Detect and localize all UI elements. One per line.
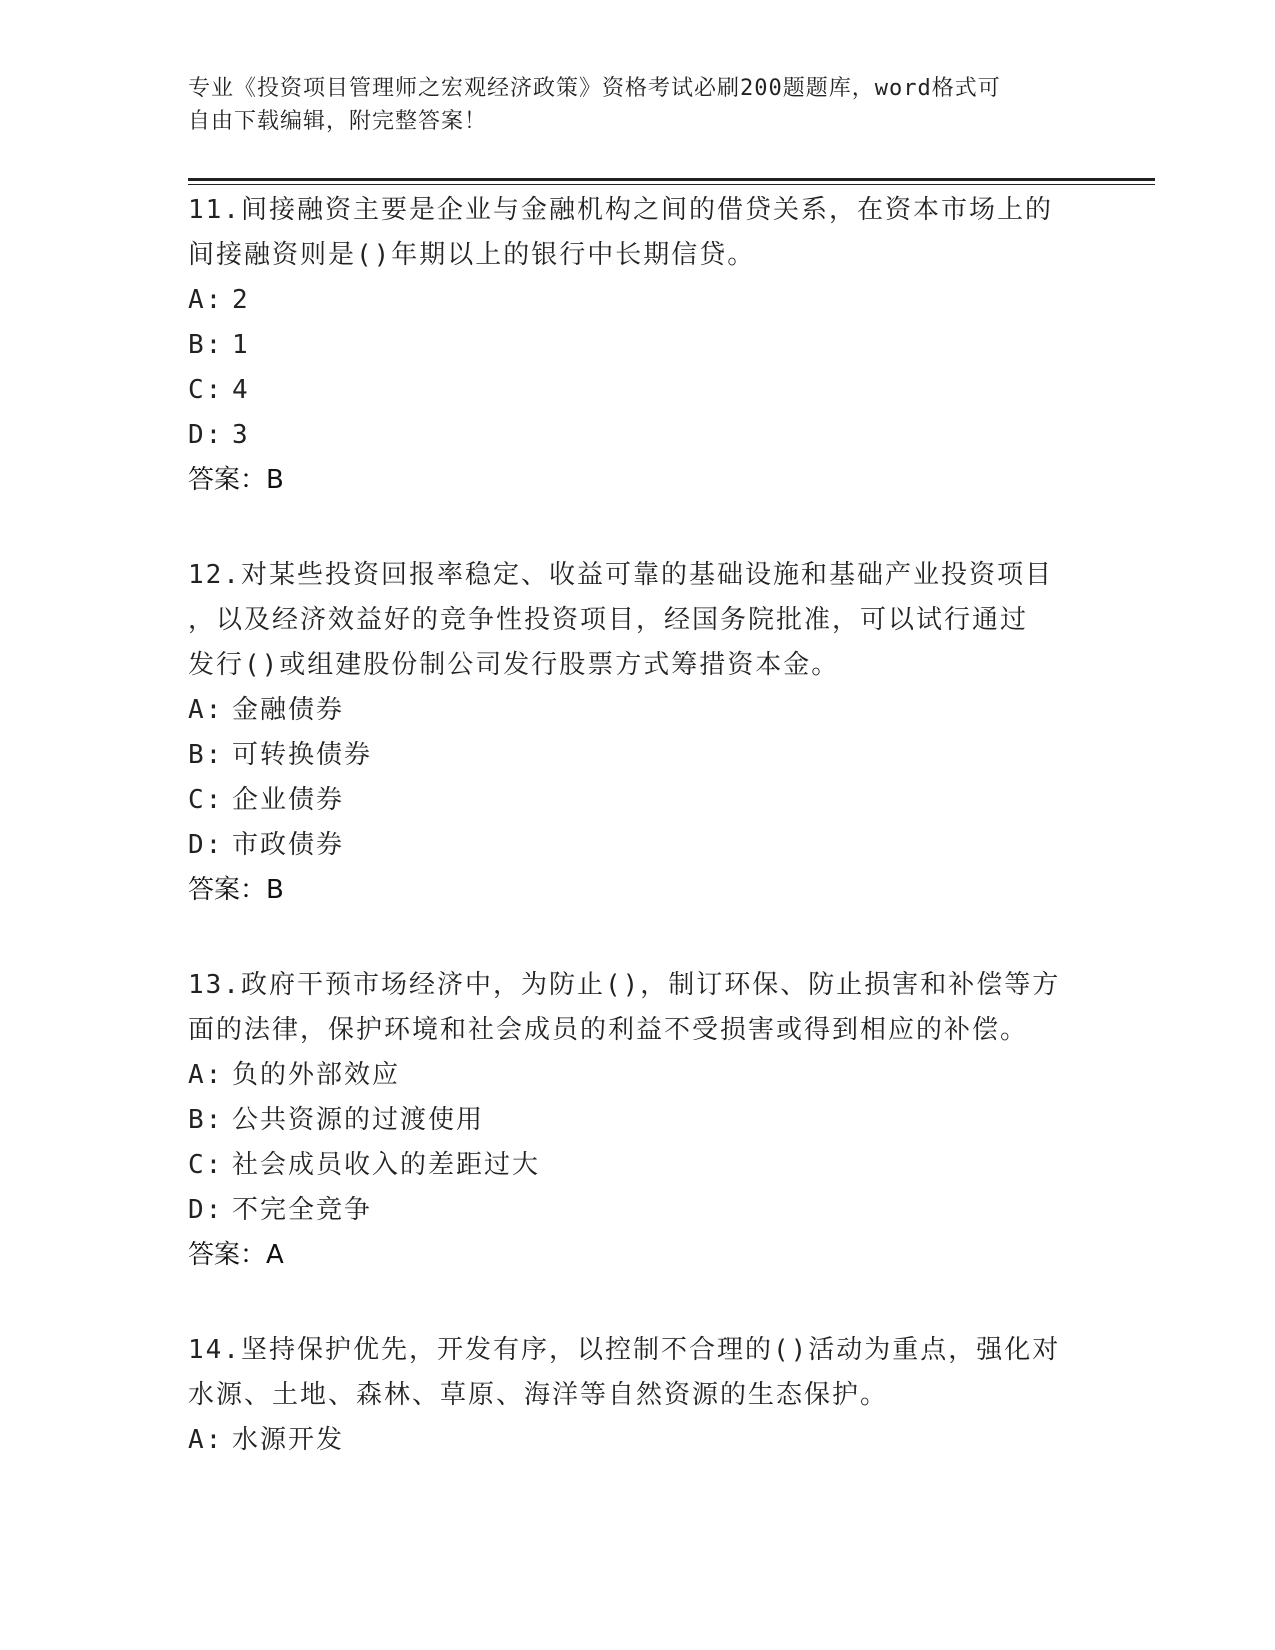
- document-header: [188, 72, 1068, 138]
- question-stem: [188, 1328, 1068, 1418]
- question-item: [188, 1328, 1088, 1463]
- option-a: [188, 688, 1088, 733]
- option-key: B:: [188, 330, 224, 360]
- option-a: [188, 278, 1088, 323]
- header-line: 自由下载编辑，附完整答案！: [188, 109, 488, 134]
- question-stem: [188, 188, 1068, 278]
- option-text: 2: [232, 285, 250, 315]
- option-key: C:: [188, 785, 224, 815]
- stem-line: 11.间接融资主要是企业与金融机构之间的借贷关系，在资本市场上的: [188, 195, 1053, 225]
- header-divider-thin: [188, 184, 1155, 185]
- answer-line: 答案：A: [188, 1240, 284, 1270]
- stem-line: 间接融资则是()年期以上的银行中长期信贷。: [188, 240, 756, 270]
- stem-line: ，以及经济效益好的竞争性投资项目，经国务院批准，可以试行通过: [188, 605, 1029, 635]
- question-item: [188, 963, 1088, 1278]
- question-stem: [188, 553, 1068, 688]
- option-text: 3: [232, 420, 250, 450]
- question-list: [188, 188, 1088, 1513]
- option-key: A:: [188, 1425, 224, 1455]
- option-text: 市政债券: [232, 830, 345, 860]
- option-key: A:: [188, 285, 224, 315]
- option-text: 1: [232, 330, 250, 360]
- option-d: [188, 823, 1088, 868]
- option-text: 社会成员收入的差距过大: [232, 1150, 541, 1180]
- option-text: 4: [232, 375, 250, 405]
- stem-line: 13.政府干预市场经济中，为防止()，制订环保、防止损害和补偿等方: [188, 970, 1061, 1000]
- stem-line: 面的法律，保护环境和社会成员的利益不受损害或得到相应的补偿。: [188, 1015, 1029, 1045]
- option-key: D:: [188, 830, 224, 860]
- option-c: [188, 1143, 1088, 1188]
- option-key: B:: [188, 740, 224, 770]
- option-key: D:: [188, 1195, 224, 1225]
- option-c: [188, 368, 1088, 413]
- option-key: C:: [188, 375, 224, 405]
- option-b: [188, 733, 1088, 778]
- option-a: [188, 1418, 1088, 1463]
- option-text: 不完全竞争: [232, 1195, 373, 1225]
- option-key: C:: [188, 1150, 224, 1180]
- option-key: A:: [188, 695, 224, 725]
- option-d: [188, 413, 1088, 458]
- question-item: [188, 188, 1088, 503]
- answer-line: 答案：B: [188, 875, 284, 905]
- header-divider: [188, 178, 1155, 181]
- question-stem: [188, 963, 1068, 1053]
- stem-line: 14.坚持保护优先，开发有序，以控制不合理的()活动为重点，强化对: [188, 1335, 1061, 1365]
- option-text: 企业债券: [232, 785, 345, 815]
- option-b: [188, 323, 1088, 368]
- option-text: 负的外部效应: [232, 1060, 401, 1090]
- option-text: 公共资源的过渡使用: [232, 1105, 485, 1135]
- option-a: [188, 1053, 1088, 1098]
- option-c: [188, 778, 1088, 823]
- question-item: [188, 553, 1088, 913]
- stem-line: 12.对某些投资回报率稳定、收益可靠的基础设施和基础产业投资项目: [188, 560, 1053, 590]
- option-key: A:: [188, 1060, 224, 1090]
- option-text: 金融债券: [232, 695, 345, 725]
- option-text: 水源开发: [232, 1425, 345, 1455]
- header-line: 专业《投资项目管理师之宏观经济政策》资格考试必刷200题题库，word格式可: [188, 76, 1001, 101]
- stem-line: 发行()或组建股份制公司发行股票方式筹措资本金。: [188, 650, 840, 680]
- option-b: [188, 1098, 1088, 1143]
- option-text: 可转换债券: [232, 740, 373, 770]
- answer-line: 答案：B: [188, 465, 284, 495]
- option-key: D:: [188, 420, 224, 450]
- option-d: [188, 1188, 1088, 1233]
- stem-line: 水源、土地、森林、草原、海洋等自然资源的生态保护。: [188, 1380, 889, 1410]
- option-key: B:: [188, 1105, 224, 1135]
